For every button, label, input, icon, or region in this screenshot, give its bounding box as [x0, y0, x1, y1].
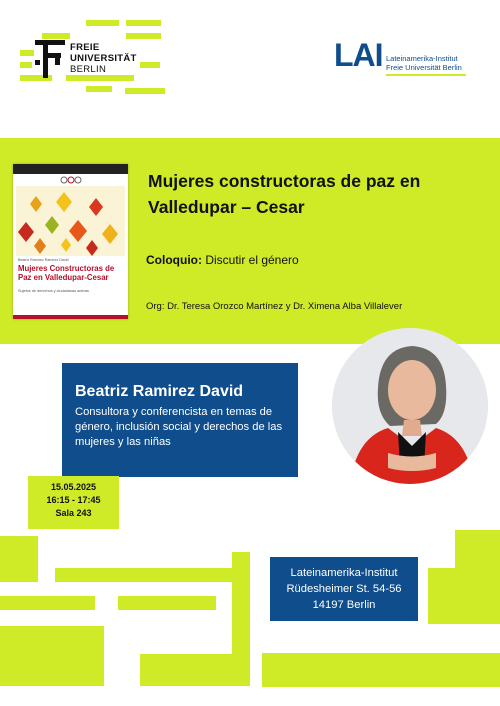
- decor-block: [262, 653, 500, 687]
- speaker-portrait-image: [332, 328, 488, 484]
- book-title: Mujeres Constructoras de Paz en Valledupar-Cesar: [18, 264, 115, 282]
- speaker-box: [62, 363, 298, 477]
- event-date: 15.05.2025: [50, 482, 97, 492]
- autumn-leaves-image: [16, 186, 125, 256]
- book-cover: [13, 164, 128, 319]
- publisher-logo-icon: [60, 176, 82, 184]
- decor-bar: [66, 75, 134, 81]
- decor-bar: [86, 20, 119, 26]
- event-coloquio: [146, 253, 299, 267]
- decor-block: [0, 536, 38, 582]
- decor-bar: [86, 86, 112, 92]
- decor-bar: [20, 62, 32, 68]
- event-room: Sala 243: [55, 508, 92, 518]
- address-line2: Rüdesheimer St. 54-56: [286, 583, 402, 595]
- book-cover-topbar: [13, 164, 128, 174]
- speaker-name: Beatriz Ramirez David: [75, 383, 244, 400]
- fu-logo-text: [70, 42, 137, 75]
- coloquio-label: Coloquio:: [146, 253, 202, 267]
- lai-logo-underline: [386, 74, 466, 76]
- decor-bar: [126, 20, 161, 26]
- lai-logo: [334, 38, 469, 78]
- book-cover-bottombar: [13, 315, 128, 319]
- book-subtitle: Sujetos de derechos y ciudadanas activas: [18, 289, 89, 293]
- lai-logo-mark: LAI: [334, 37, 383, 73]
- fu-logo-line2: UNIVERSITÄT: [70, 53, 137, 64]
- lai-logo-line1: Lateinamerika-Institut: [386, 54, 458, 63]
- decor-block: [0, 626, 104, 686]
- event-time: 16:15 - 17:45: [46, 495, 101, 505]
- decor-bar: [42, 33, 70, 39]
- decor-block: [118, 596, 216, 610]
- decor-block: [0, 596, 95, 610]
- decor-bar: [20, 50, 34, 56]
- event-title: Mujeres constructoras de paz en Valledupar – Cesar: [148, 171, 421, 217]
- decor-bar: [140, 62, 160, 68]
- address-line3: 14197 Berlin: [312, 599, 376, 611]
- speaker-photo: [332, 328, 488, 484]
- fu-logo-icon: [35, 40, 65, 78]
- speaker-description: Consultora y conferencista en temas de género, inclusión social y derechos de las mujeres y las niñas: [75, 406, 283, 448]
- decor-block: [232, 552, 250, 686]
- schedule-box: [28, 476, 119, 529]
- fu-logo-line3: BERLIN: [70, 64, 107, 75]
- coloquio-text: Discutir el género: [205, 253, 299, 267]
- lai-logo-text: [386, 54, 462, 72]
- lai-logo-line2: Freie Universität Berlin: [386, 63, 462, 72]
- decor-block: [455, 530, 500, 568]
- decor-block: [428, 568, 500, 624]
- decor-block: [55, 568, 235, 582]
- address-box: [270, 557, 418, 621]
- book-author: Beatriz Ramírez Ramírez David: [18, 258, 69, 262]
- event-organizers: Org: Dr. Teresa Orozco Martínez y Dr. Ximena Alba Villalever: [146, 301, 403, 312]
- address-line1: Lateinamerika-Institut: [290, 567, 398, 579]
- decor-bar: [126, 33, 161, 39]
- decor-bar: [125, 88, 165, 94]
- fu-logo-line1: FREIE: [70, 42, 100, 53]
